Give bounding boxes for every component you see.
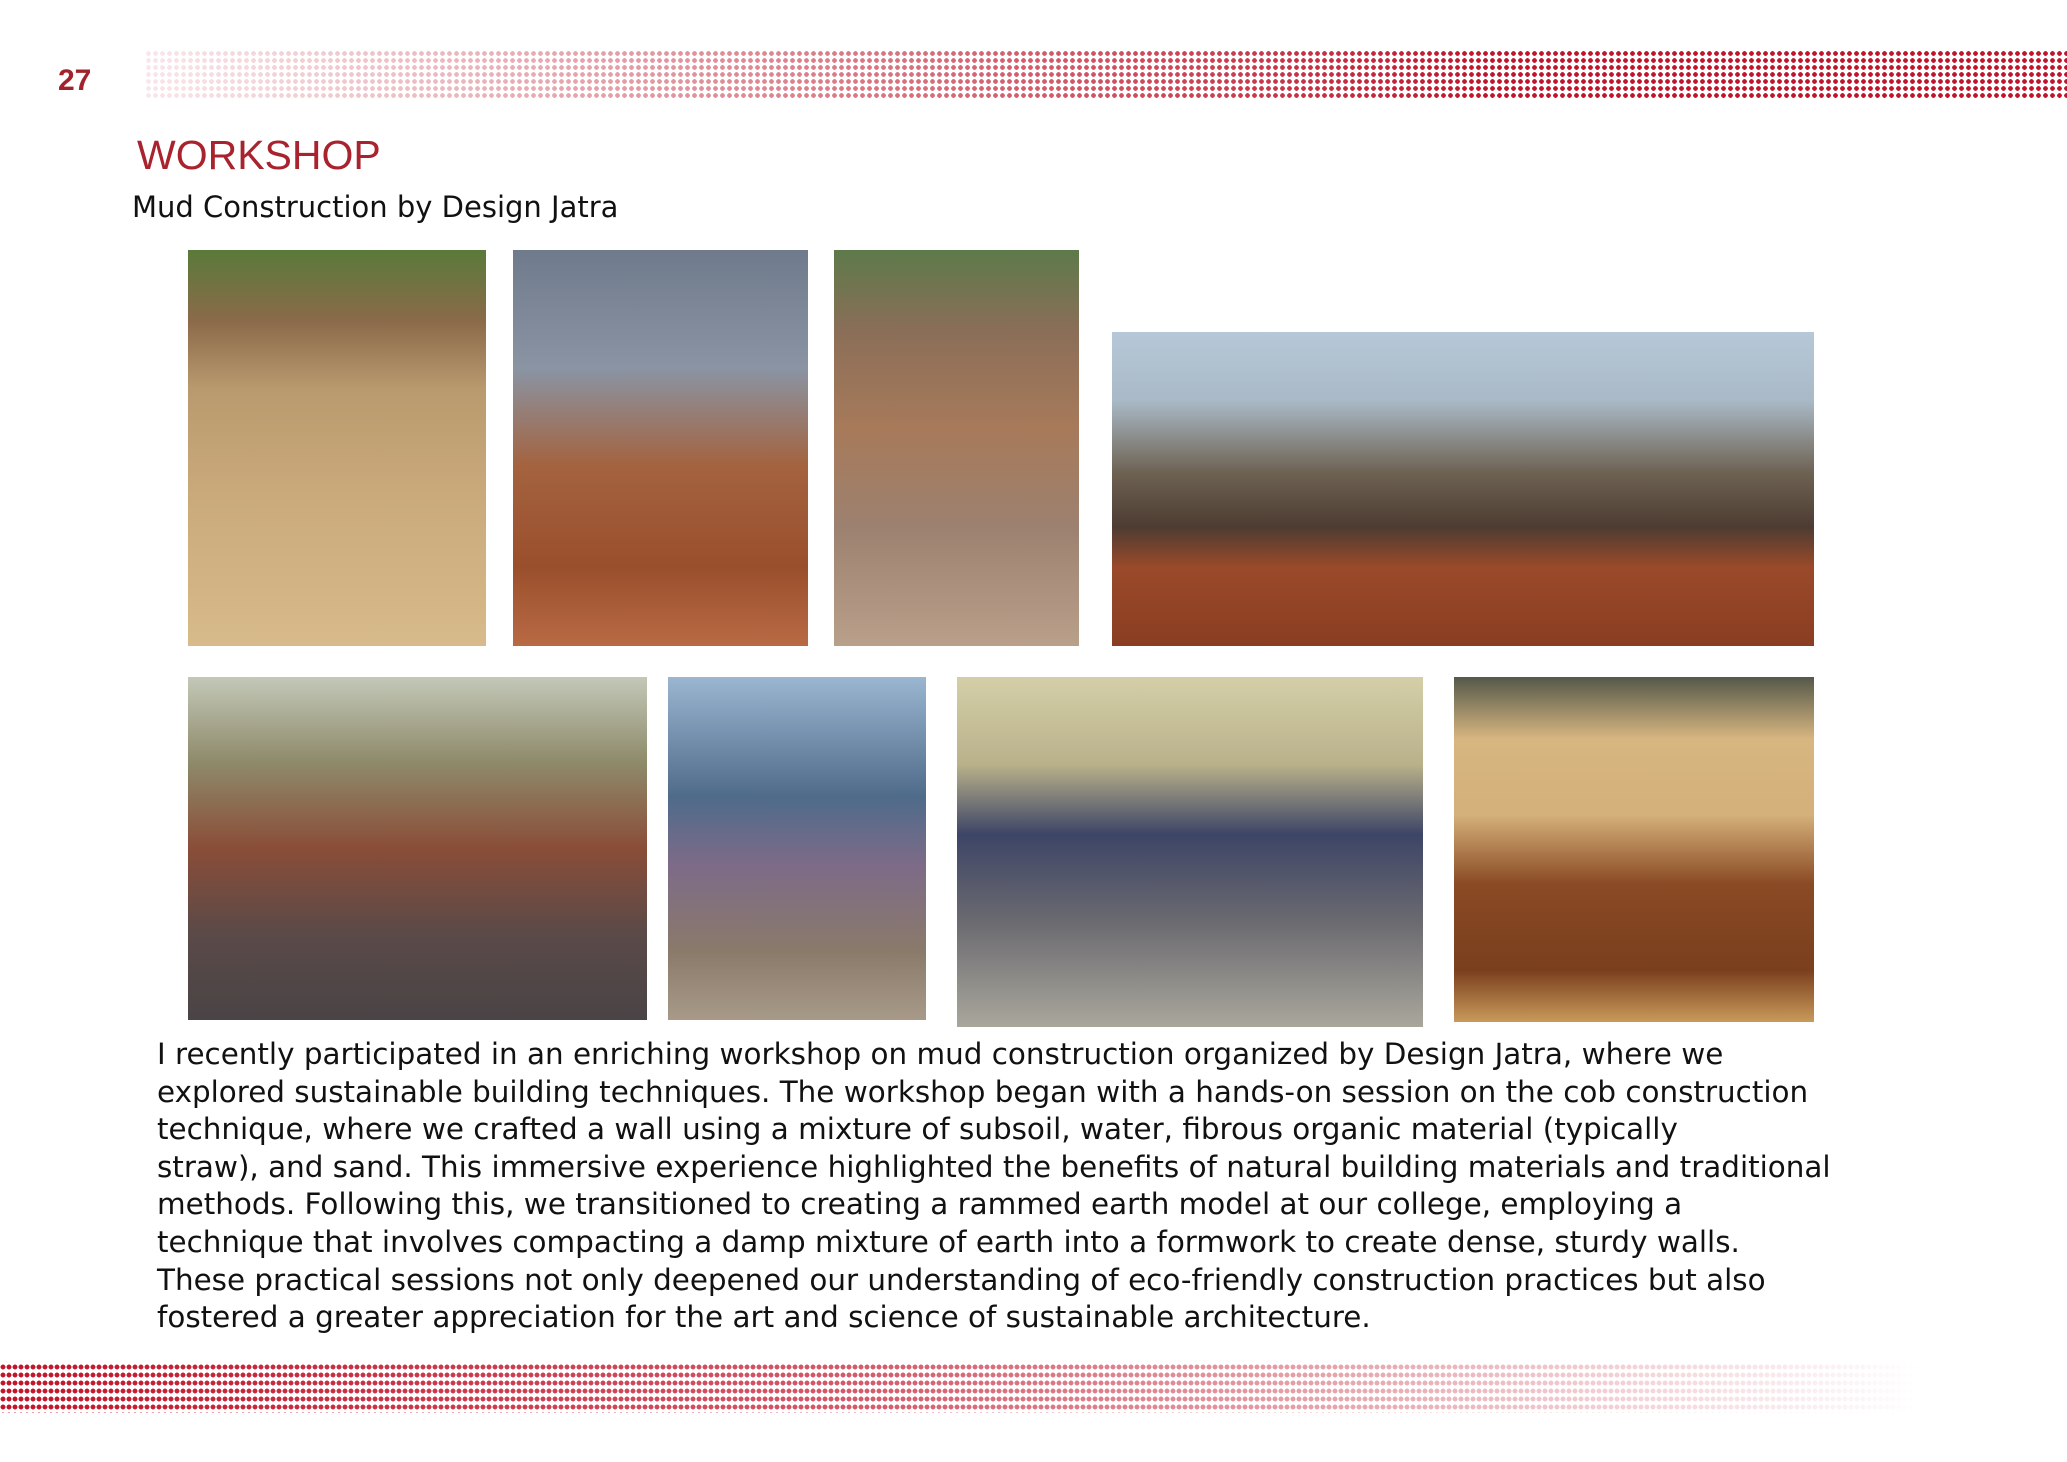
photo-cob-wall-building bbox=[1112, 332, 1814, 646]
photo-rammed-earth-compacting bbox=[668, 677, 926, 1020]
decorative-dot-band-top bbox=[145, 50, 2067, 100]
body-line: technique that involves compacting a damp mixture of earth into a formwork to create dense, sturdy walls. bbox=[157, 1224, 1740, 1259]
body-line: methods. Following this, we transitioned to creating a rammed earth model at our college, employing a bbox=[157, 1187, 1683, 1222]
page-subtitle: Mud Construction by Design Jatra bbox=[132, 190, 619, 224]
body-line: fostered a greater appreciation for the art and science of sustainable architecture. bbox=[157, 1300, 1371, 1335]
page-number: 27 bbox=[58, 64, 92, 97]
body-line: straw), and sand. This immersive experience highlighted the benefits of natural building materials and traditional bbox=[157, 1149, 1831, 1184]
photo-group-with-model bbox=[957, 677, 1423, 1027]
decorative-dot-band-bottom bbox=[0, 1363, 1920, 1413]
photo-rammed-earth-formwork bbox=[1454, 677, 1814, 1022]
photo-mixing-mud-feet bbox=[513, 250, 808, 646]
photo-group-at-wall bbox=[188, 677, 647, 1020]
photo-group-discussion bbox=[188, 250, 486, 646]
body-line: I recently participated in an enriching workshop on mud construction organized by Design Jatra, where we bbox=[157, 1037, 1724, 1071]
body-line: technique, where we crafted a wall using a mixture of subsoil, water, fibrous organic material (typically bbox=[157, 1112, 1678, 1147]
photo-site-work bbox=[834, 250, 1079, 646]
body-line: explored sustainable building techniques. The workshop began with a hands-on session on the cob construction bbox=[157, 1074, 1809, 1109]
page-title: WORKSHOP bbox=[137, 132, 381, 178]
body-line: These practical sessions not only deepened our understanding of eco-friendly construction practices but also bbox=[157, 1262, 1766, 1297]
body-paragraph bbox=[157, 1036, 1957, 1337]
